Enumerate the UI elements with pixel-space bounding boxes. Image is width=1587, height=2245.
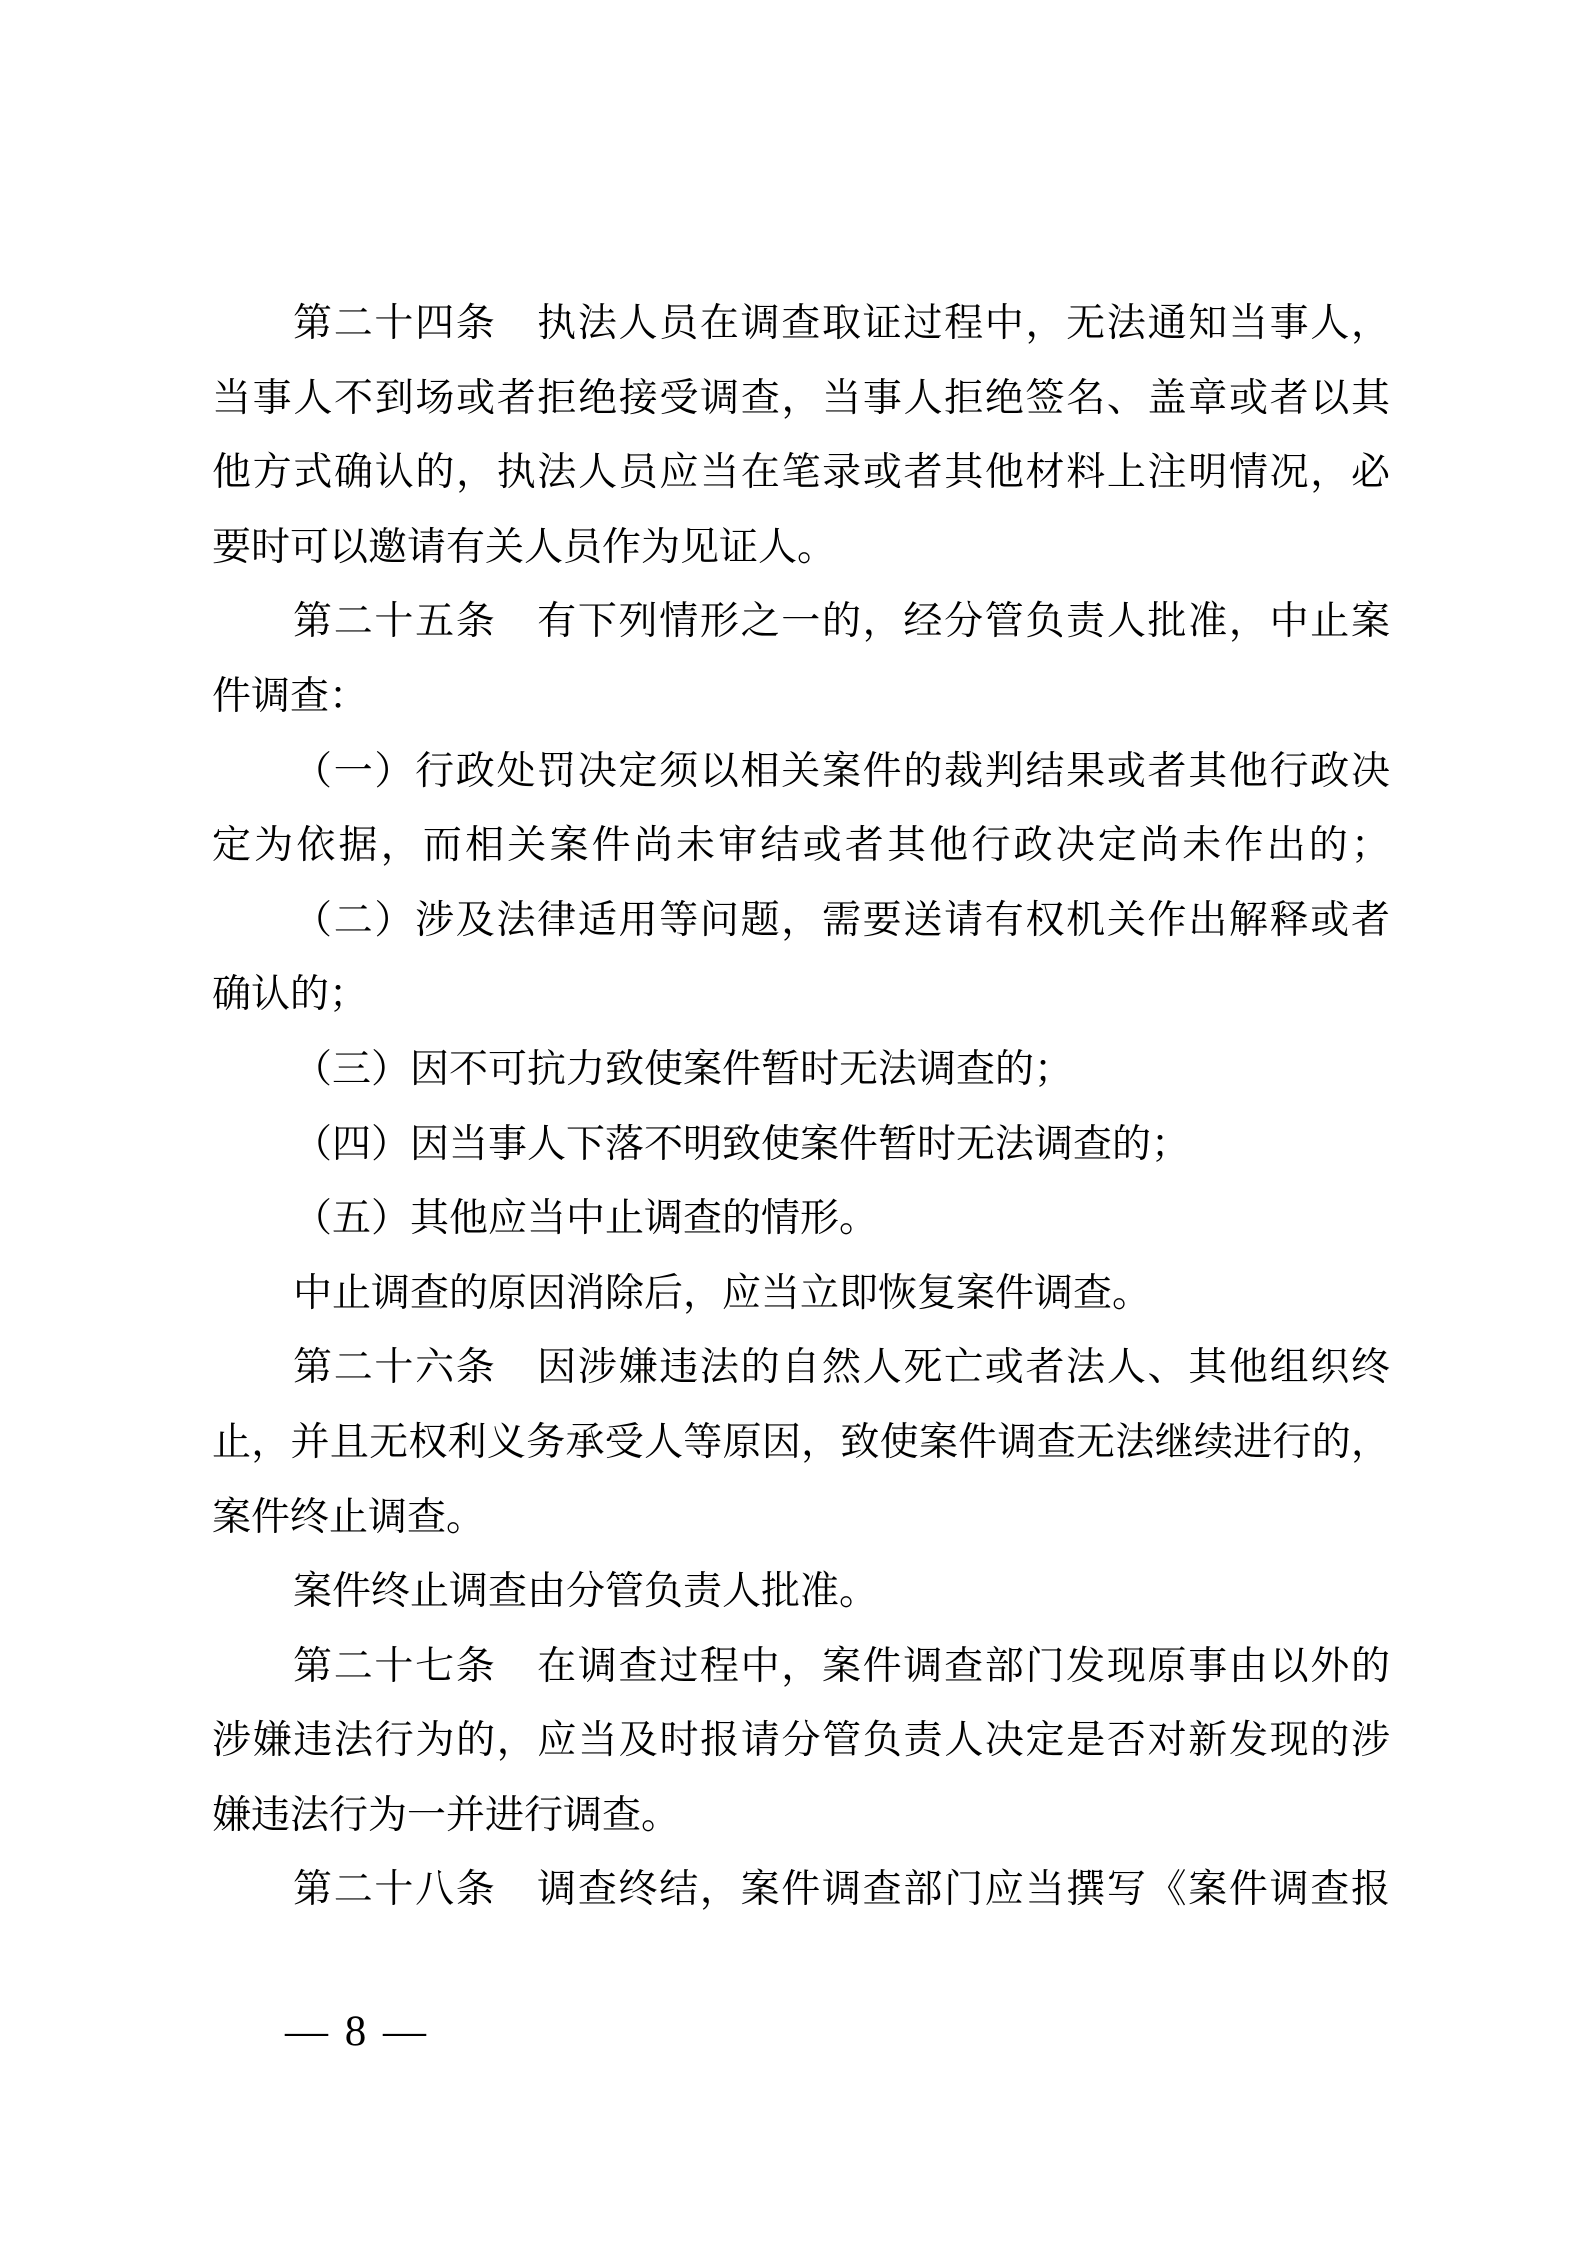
text-line: 中止调查的原因消除后，应当立即恢复案件调查。 bbox=[293, 1271, 1152, 1315]
text-line: 第二十五条 有下列情形之一的，经分管负责人批准，中止案 bbox=[293, 600, 1390, 644]
text-line: （二）涉及法律适用等问题，需要送请有权机关作出解释或者 bbox=[293, 898, 1390, 942]
text-line: 件调查： bbox=[212, 674, 369, 718]
text-line: 第二十六条 因涉嫌违法的自然人死亡或者法人、其他组织终 bbox=[293, 1346, 1390, 1390]
text-line: 确认的； bbox=[212, 973, 369, 1017]
document-body bbox=[212, 287, 1390, 1928]
text-line: 第二十四条 执法人员在调查取证过程中，无法通知当事人， bbox=[293, 302, 1390, 345]
page-number: — 8 — bbox=[285, 2008, 426, 2055]
text-line: （四）因当事人下落不明致使案件暂时无法调查的； bbox=[293, 1122, 1191, 1166]
text-line: （一）行政处罚决定须以相关案件的裁判结果或者其他行政决 bbox=[293, 749, 1390, 793]
text-line: 第二十七条 在调查过程中，案件调查部门发现原事由以外的 bbox=[293, 1644, 1390, 1688]
text-line: 当事人不到场或者拒绝接受调查，当事人拒绝签名、盖章或者以其 bbox=[212, 376, 1390, 420]
text-line: （五）其他应当中止调查的情形。 bbox=[293, 1197, 879, 1241]
text-line: （三）因不可抗力致使案件暂时无法调查的； bbox=[293, 1047, 1074, 1091]
text-line: 涉嫌违法行为的，应当及时报请分管负责人决定是否对新发现的涉 bbox=[212, 1719, 1390, 1763]
text-line: 要时可以邀请有关人员作为见证人。 bbox=[212, 525, 837, 569]
text-line: 案件终止调查。 bbox=[212, 1495, 486, 1539]
text-line: 案件终止调查由分管负责人批准。 bbox=[293, 1570, 879, 1614]
text-line: 嫌违法行为一并进行调查。 bbox=[212, 1793, 681, 1837]
text-line: 第二十八条 调查终结，案件调查部门应当撰写《案件调查报 bbox=[293, 1868, 1390, 1912]
text-line: 定为依据，而相关案件尚未审结或者其他行政决定尚未作出的； bbox=[212, 824, 1390, 868]
text-line: 他方式确认的，执法人员应当在笔录或者其他材料上注明情况，必 bbox=[212, 451, 1390, 495]
text-line: 止，并且无权利义务承受人等原因，致使案件调查无法继续进行的， bbox=[212, 1420, 1390, 1464]
